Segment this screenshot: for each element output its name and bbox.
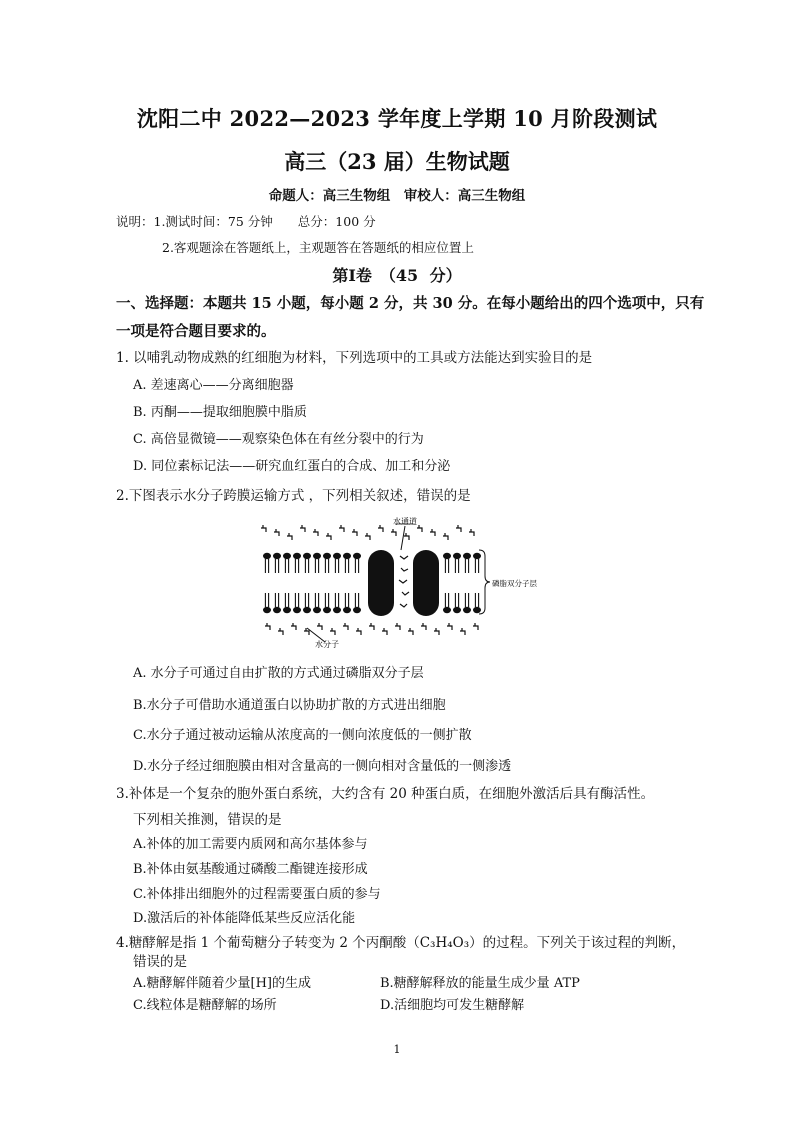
question-2-stem: 2.下图表示水分子跨膜运输方式 ，下列相关叙述，错误的是 [116,488,471,504]
water-molecule [326,533,331,540]
question-3-option-c: C.补体排出细胞外的过程需要蛋白质的参与 [133,887,381,902]
bilayer-bracket [479,550,490,614]
section-heading-line-1: 一、选择题：本题共 15 小题，每小题 2 分，共 30 分。在每小题给出的四个选项中，只有 [116,295,705,312]
question-1-option-c: C. 高倍显微镜——观察染色体在有丝分裂中的行为 [133,432,424,447]
water-molecule [382,628,387,635]
phospholipid [333,553,341,573]
water-in-channel [399,556,409,607]
phospholipid [283,553,291,573]
question-3-option-a: A.补体的加工需要内质网和高尔基体参与 [133,837,368,852]
water-molecule [378,525,383,532]
question-2-option-a: A. 水分子可通过自由扩散的方式通过磷脂双分子层 [133,666,424,681]
question-4-option-a: A.糖酵解伴随着少量[H]的生成 [133,976,312,991]
phospholipid [323,593,331,613]
phospholipid [313,593,321,613]
phospholipid [263,553,271,573]
water-molecule [339,525,344,532]
question-3-option-b: B.补体由氨基酸通过磷酸二酯键连接形成 [133,862,368,877]
part-heading: 第Ⅰ卷 （45 分） [332,266,462,285]
phospholipid [463,553,471,573]
water-molecule [473,623,478,630]
question-4-option-c: C.线粒体是糖酵解的场所 [133,998,277,1013]
water-molecule [434,628,439,635]
membrane-diagram-svg [255,516,545,651]
phospholipid [343,593,351,613]
water-molecule [291,623,296,630]
question-1-option-b: B. 丙酮——提取细胞膜中脂质 [133,405,307,420]
phospholipid [463,593,471,613]
phospholipid [443,593,451,613]
question-1-stem: 1. 以哺乳动物成熟的红细胞为材料，下列选项中的工具或方法能达到实验目的是 [116,350,593,366]
exam-title: 沈阳二中 2022—2023 学年度上学期 10 月阶段测试 [136,106,658,131]
phospholipid [273,593,281,613]
channel-protein-left [368,550,394,616]
section-heading-line-2: 一项是符合题目要求的。 [116,323,276,340]
label-bilayer: 磷脂双分子层 [492,579,537,588]
water-molecule [261,525,266,532]
question-2-option-c: C.水分子通过被动运输从浓度高的一侧向浓度低的一侧扩散 [133,728,472,743]
phospholipid [443,553,451,573]
phospholipid [303,593,311,613]
phospholipid [263,593,271,613]
phospholipid [293,553,301,573]
phospholipid [473,553,481,573]
question-3-stem-line-2: 下列相关推测，错误的是 [133,812,282,828]
water-molecule [274,529,279,536]
phospholipid [353,553,361,573]
water-molecule [343,623,348,630]
phospholipid [453,553,461,573]
question-1-option-a: A. 差速离心——分离细胞器 [133,378,294,393]
question-4-stem-line-2: 错误的是 [133,954,187,970]
water-molecule [300,525,305,532]
water-molecule [395,623,400,630]
question-2-option-b: B.水分子可借助水通道蛋白以协助扩散的方式进出细胞 [133,698,446,713]
page-number: 1 [393,1043,401,1056]
water-molecule [417,525,422,532]
phospholipid [453,593,461,613]
water-molecule [330,628,335,635]
water-molecule [460,628,465,635]
channel-protein-right [413,550,439,616]
label-water-channel: 水通道 [393,517,417,526]
phospholipid [333,593,341,613]
phospholipid [353,593,361,613]
water-molecule [456,525,461,532]
question-3-stem: 3.补体是一个复杂的胞外蛋白系统，大约含有 20 种蛋白质，在细胞外激活后具有酶活性。 [116,786,655,802]
water-molecule [265,623,270,630]
water-molecule [447,623,452,630]
water-molecule [430,529,435,536]
instruction-line-1: 说明：1.测试时间：75 分钟 总分：100 分 [116,214,376,229]
membrane-diagram [255,516,545,651]
water-molecule [278,628,283,635]
channel-pointer [401,526,405,550]
phospholipid [293,593,301,613]
phospholipid [343,553,351,573]
phospholipid [273,553,281,573]
water-molecule [356,628,361,635]
water-molecule [421,623,426,630]
water-molecule [369,623,374,630]
water-molecule [443,533,448,540]
exam-subtitle: 高三（23 届）生物试题 [284,149,510,174]
water-molecule [287,533,292,540]
water-molecule [352,529,357,536]
water-molecule [469,529,474,536]
water-molecule [313,529,318,536]
water-molecule [391,529,396,536]
question-4-option-b: B.糖酵解释放的能量生成少量 ATP [380,976,580,991]
phospholipid [313,553,321,573]
question-2-option-d: D.水分子经过细胞膜由相对含量高的一侧向相对含量低的一侧渗透 [133,759,512,774]
phospholipid [303,553,311,573]
water-molecule [365,533,370,540]
question-4-option-d: D.活细胞均可发生糖酵解 [380,998,525,1013]
phospholipid [283,593,291,613]
phospholipid [473,593,481,613]
instruction-line-2: 2.客观题涂在答题纸上，主观题答在答题纸的相应位置上 [162,240,474,255]
water-molecule [317,623,322,630]
exam-authors: 命题人：高三生物组 审校人：高三生物组 [268,188,526,204]
phospholipid [323,553,331,573]
label-water-molecule: 水分子 [315,640,339,649]
question-4-stem: 4.糖酵解是指 1 个葡萄糖分子转变为 2 个丙酮酸（C₃H₄O₃）的过程。下列关于该过程的判断， [116,935,686,951]
water-molecule [408,628,413,635]
question-3-option-d: D.激活后的补体能降低某些反应活化能 [133,911,356,926]
question-1-option-d: D. 同位素标记法——研究血红蛋白的合成、加工和分泌 [133,459,451,474]
water-molecule [404,533,409,540]
